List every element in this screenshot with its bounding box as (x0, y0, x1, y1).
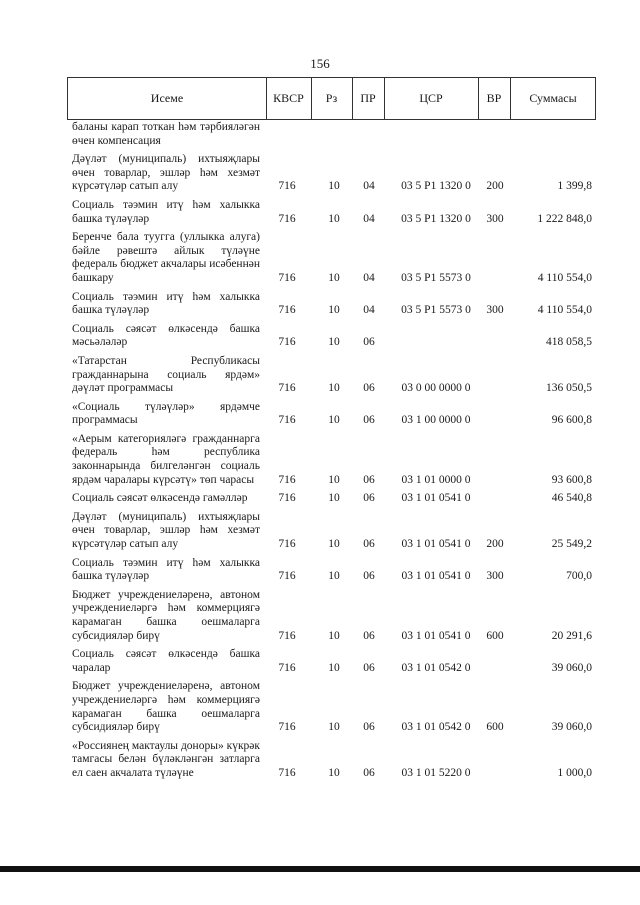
header-kvsr: КВСР (273, 91, 304, 105)
table-row (0, 231, 640, 285)
row-name: «Россиянең мактаулы доноры» күкрәк тамгасы белән бүләкләнгән затларга ел саен акчалата түләүне (72, 739, 260, 779)
header-name: Исеме (150, 91, 184, 105)
row-pr: 04 (363, 180, 375, 193)
row-rz: 10 (328, 271, 340, 284)
table-row (0, 291, 640, 318)
table-row (0, 589, 640, 643)
row-kvsr: 716 (278, 629, 296, 642)
row-sum: 46 540,8 (551, 492, 592, 505)
row-sum: 4 110 554,0 (537, 271, 592, 284)
table-row (0, 153, 640, 194)
row-name: «Социаль түләүләр» ярдәмче программасы (72, 400, 260, 427)
row-pr: 06 (363, 492, 375, 505)
scan-edge-bar (0, 866, 640, 872)
row-sum: 96 600,8 (551, 414, 592, 427)
row-sum: 4 110 554,0 (537, 304, 592, 317)
row-kvsr: 716 (278, 538, 296, 551)
row-name: Социаль тәэмин итү һәм халыкка башка түләүләр (72, 198, 260, 225)
row-vr: 300 (486, 304, 504, 317)
row-kvsr: 716 (278, 570, 296, 583)
row-sum: 20 291,6 (551, 629, 592, 642)
row-csr: 03 5 Р1 5573 0 (401, 304, 471, 317)
header-rz: Рз (325, 91, 338, 105)
table-row (0, 511, 640, 552)
row-csr: 03 1 01 0542 0 (401, 721, 471, 734)
table-row (0, 323, 640, 350)
row-rz: 10 (328, 721, 340, 734)
row-pr: 04 (363, 271, 375, 284)
row-name: Социаль сәясәт өлкәсендә башка чаралар (72, 648, 260, 674)
row-kvsr: 716 (278, 766, 296, 779)
row-sum: 1 222 848,0 (537, 212, 592, 225)
row-pr: 06 (363, 538, 375, 551)
row-rz: 10 (328, 766, 340, 779)
row-name: Беренче бала туугга (уллыкка алуга) бәйле рәвештә айлык түләүне федераль бюджет акчалары исәбеннән башкару (72, 231, 260, 284)
row-kvsr: 716 (278, 304, 296, 317)
row-rz: 10 (328, 212, 340, 225)
row-sum: 93 600,8 (551, 473, 592, 486)
row-vr: 200 (486, 538, 504, 551)
row-kvsr: 716 (278, 271, 296, 284)
row-csr: 03 1 01 0541 0 (401, 538, 471, 551)
row-rz: 10 (328, 661, 340, 674)
row-csr: 03 5 Р1 5573 0 (401, 271, 471, 284)
table-row (0, 199, 640, 226)
row-pr: 04 (363, 304, 375, 317)
row-kvsr: 716 (278, 414, 296, 427)
row-csr: 03 1 01 5220 0 (401, 766, 471, 779)
header-csr: ЦСР (419, 91, 443, 105)
row-kvsr: 716 (278, 212, 296, 225)
table-row (0, 680, 640, 734)
row-pr: 04 (363, 212, 375, 225)
row-kvsr: 716 (278, 382, 296, 395)
row-csr: 03 1 01 0541 0 (401, 492, 471, 505)
table-header (67, 77, 596, 120)
row-name: Бюджет учреждениеләренә, автоном учреждениеләргә һәм коммерциягә карамаган башка оешмаларга субсидияләр бирү (72, 680, 260, 734)
row-vr: 300 (486, 212, 504, 225)
row-pr: 06 (363, 570, 375, 583)
row-name: Дәүләт (муниципаль) ихтыяҗлары өчен товарлар, эшләр һәм хезмәт күрсәтүләр сатып алу (72, 510, 260, 551)
row-sum: 39 060,0 (551, 661, 592, 674)
row-rz: 10 (328, 492, 340, 505)
row-sum: 39 060,0 (551, 721, 592, 734)
row-kvsr: 716 (278, 661, 296, 674)
row-csr: 03 1 01 0542 0 (401, 661, 471, 674)
row-pr: 06 (363, 473, 375, 486)
table-row (0, 557, 640, 584)
row-pr: 06 (363, 336, 375, 349)
row-name: Дәүләт (муниципаль) ихтыяҗлары өчен товарлар, эшләр һәм хезмәт күрсәтүләр сатып алу (72, 153, 260, 193)
row-vr: 200 (486, 180, 504, 193)
header-sum: Суммасы (529, 91, 577, 105)
row-rz: 10 (328, 336, 340, 349)
page-number: 156 (310, 56, 330, 71)
row-csr: 03 0 00 0000 0 (401, 382, 471, 395)
row-kvsr: 716 (278, 336, 296, 349)
row-rz: 10 (328, 382, 340, 395)
row-rz: 10 (328, 180, 340, 193)
row-kvsr: 716 (278, 180, 296, 193)
row-csr: 03 5 Р1 1320 0 (401, 180, 471, 193)
row-vr: 600 (486, 629, 504, 642)
row-pr: 06 (363, 661, 375, 674)
row-name: Социаль тәэмин итү һәм халыкка башка түләүләр (72, 556, 260, 583)
row-csr: 03 5 Р1 1320 0 (401, 212, 471, 225)
row-name: Социаль сәясәт өлкәсендә башка мәсьәләләр (72, 322, 260, 349)
row-kvsr: 716 (278, 721, 296, 734)
row-csr: 03 1 01 0541 0 (401, 629, 471, 642)
table-row (0, 433, 640, 487)
row-kvsr: 716 (278, 492, 296, 505)
row-pr: 06 (363, 766, 375, 779)
row-csr: 03 1 00 0000 0 (401, 414, 471, 427)
row-name: «Аерым категорияләгә гражданнарга федераль һәм республика законнарында билгеләнгән социаль ярдәм чаралары күрсәтү» төп чарасы (72, 432, 260, 486)
row-sum: 418 058,5 (546, 336, 592, 349)
row-pr: 06 (363, 629, 375, 642)
table-row (0, 740, 640, 781)
table-row (0, 121, 640, 148)
header-pr: ПР (360, 91, 376, 105)
row-pr: 06 (363, 382, 375, 395)
row-csr: 03 1 01 0541 0 (401, 570, 471, 583)
row-name: баланы карап тоткан һәм тәрбияләгән өчен компенсация (72, 121, 260, 147)
row-vr: 600 (486, 721, 504, 734)
row-sum: 1 399,8 (557, 180, 592, 193)
header-vr: ВР (486, 91, 502, 105)
row-name: «Татарстан Республикасы гражданнарына социаль ярдәм» дәүләт программасы (72, 354, 260, 395)
row-csr: 03 1 01 0000 0 (401, 473, 471, 486)
row-pr: 06 (363, 721, 375, 734)
row-sum: 136 050,5 (546, 382, 592, 395)
row-vr: 300 (486, 570, 504, 583)
row-rz: 10 (328, 629, 340, 642)
row-rz: 10 (328, 473, 340, 486)
row-name: Социаль тәэмин итү һәм халыкка башка түләүләр (72, 290, 260, 317)
table-row (0, 492, 640, 506)
row-pr: 06 (363, 414, 375, 427)
row-name: Социаль сәясәт өлкәсендә гамәлләр (72, 492, 248, 505)
row-sum: 25 549,2 (551, 538, 592, 551)
row-sum: 700,0 (566, 570, 592, 583)
row-kvsr: 716 (278, 473, 296, 486)
row-rz: 10 (328, 570, 340, 583)
table-row (0, 401, 640, 428)
table-row (0, 355, 640, 396)
row-rz: 10 (328, 538, 340, 551)
row-name: Бюджет учреждениеләренә, автоном учреждениеләргә һәм коммерциягә карамаган башка оешмаларга субсидияләр бирү (72, 588, 260, 642)
table-row (0, 648, 640, 675)
row-sum: 1 000,0 (557, 766, 592, 779)
table-body (0, 121, 640, 786)
row-rz: 10 (328, 414, 340, 427)
row-rz: 10 (328, 304, 340, 317)
